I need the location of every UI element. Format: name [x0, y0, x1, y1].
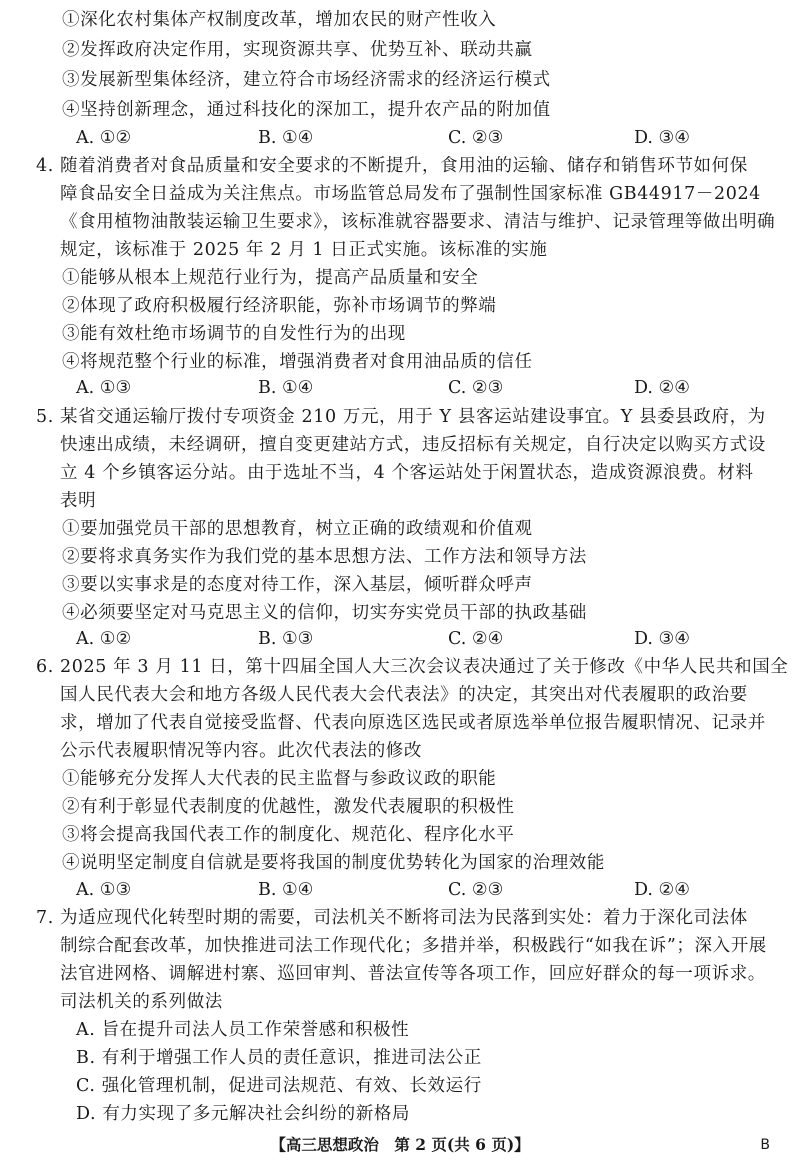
- q5-stem-1: 5. 某省交通运输厅拨付专项资金 210 万元，用于 Y 县客运站建设事宜。Y 县委县政府，为: [36, 407, 766, 427]
- q4-options: [0, 374, 800, 402]
- q6-item-4: ④说明坚定制度自信就是要将我国的制度优势转化为国家的治理效能: [62, 853, 605, 873]
- q7-option-a: A. 旨在提升司法人员工作荣誉感和积极性: [76, 1020, 410, 1040]
- q5-stem-3: 立 4 个乡镇客运分站。由于选址不当，4 个客运站处于闲置状态，造成资源浪费。材料: [60, 463, 754, 483]
- q6-option-d: D. ②④: [634, 880, 690, 900]
- q4-item-3: ③能有效杜绝市场调节的自发性行为的出现: [62, 324, 406, 344]
- q4-stem-3: 《食用植物油散装运输卫生要求》，该标准就容器要求、清洁与维护、记录管理等做出明确: [60, 212, 776, 232]
- q5-option-a: A. ①②: [76, 629, 132, 649]
- q6-options: [0, 876, 800, 904]
- q6-item-3: ③将会提高我国代表工作的制度化、规范化、程序化水平: [62, 825, 515, 845]
- q5-item-1: ①要加强党员干部的思想教育，树立正确的政绩观和价值观: [62, 519, 533, 539]
- q5-options: [0, 625, 800, 653]
- q3-option-d: D. ③④: [634, 128, 690, 148]
- q6-option-c: C. ②③: [448, 880, 504, 900]
- q5-stem-2: 快速出成绩，未经调研，擅自变更建站方式，违反招标有关规定，自行决定以购买方式设: [60, 435, 766, 455]
- q3-item-3: ③发展新型集体经济，建立符合市场经济需求的经济运行模式: [62, 70, 551, 90]
- q4-item-1: ①能够从根本上规范行业行为，提高产品质量和安全: [62, 268, 479, 288]
- q3-item-2: ②发挥政府决定作用，实现资源共享、优势互补、联动共赢: [62, 40, 533, 60]
- q3-option-b: B. ①④: [258, 128, 314, 148]
- q6-option-b: B. ①④: [258, 880, 314, 900]
- q6-stem-2: 国人民代表大会和地方各级人民代表大会代表法》的决定，其突出对代表履职的政治要: [60, 685, 748, 705]
- footer-title: 【高三思想政治 第 2 页(共 6 页)】: [270, 1135, 530, 1154]
- q7-stem-2: 制综合配套改革，加快推进司法工作现代化；多措并举，积极践行“如我在诉”；深入开展: [60, 936, 767, 956]
- q4-item-4: ④将规范整个行业的标准，增强消费者对食用油品质的信任: [62, 352, 533, 372]
- q4-stem-2: 障食品安全日益成为关注焦点。市场监管总局发布了强制性国家标准 GB44917－2024: [60, 184, 761, 204]
- q7-option-c: C. 强化管理机制，促进司法规范、有效、长效运行: [76, 1076, 482, 1096]
- q4-option-c: C. ②③: [448, 378, 504, 398]
- q6-stem-1: 6. 2025 年 3 月 11 日，第十四届全国人大三次会议表决通过了关于修改《中华人民共和国全: [36, 657, 789, 677]
- q6-item-2: ②有利于彰显代表制度的优越性，激发代表履职的积极性: [62, 797, 515, 817]
- q5-option-c: C. ②④: [448, 629, 504, 649]
- q6-stem-4: 公示代表履职情况等内容。此次代表法的修改: [60, 741, 422, 761]
- footer-version: B: [760, 1137, 770, 1153]
- q5-option-d: D. ③④: [634, 629, 690, 649]
- q5-stem-4: 表明: [60, 491, 97, 511]
- q7-stem-1: 7. 为适应现代化转型时期的需要，司法机关不断将司法为民落到实处：着力于深化司法体: [36, 908, 748, 928]
- q3-option-c: C. ②③: [448, 128, 504, 148]
- q3-option-a: A. ①②: [76, 128, 132, 148]
- q6-item-1: ①能够充分发挥人大代表的民主监督与参政议政的职能: [62, 769, 497, 789]
- q4-item-2: ②体现了政府积极履行经济职能，弥补市场调节的弊端: [62, 296, 497, 316]
- q4-option-b: B. ①④: [258, 378, 314, 398]
- q6-stem-3: 求，增加了代表自觉接受监督、代表向原选区选民或者原选举单位报告履职情况、记录并: [60, 713, 766, 733]
- q4-option-d: D. ②④: [634, 378, 690, 398]
- q4-stem-4: 规定，该标准于 2025 年 2 月 1 日正式实施。该标准的实施: [60, 240, 548, 260]
- q5-item-2: ②要将求真务实作为我们党的基本思想方法、工作方法和领导方法: [62, 547, 587, 567]
- q5-item-3: ③要以实事求是的态度对待工作，深入基层，倾听群众呼声: [62, 575, 533, 595]
- q6-option-a: A. ①③: [76, 880, 132, 900]
- q7-stem-3: 法官进网格、调解进村寨、巡回审判、普法宣传等各项工作，回应好群众的每一项诉求。: [60, 964, 766, 984]
- q5-option-b: B. ①③: [258, 629, 314, 649]
- q3-item-1: ①深化农村集体产权制度改革，增加农民的财产性收入: [62, 10, 497, 30]
- q3-item-4: ④坚持创新理念，通过科技化的深加工，提升农产品的附加值: [62, 100, 551, 120]
- q4-stem-1: 4. 随着消费者对食品质量和安全要求的不断提升，食用油的运输、储存和销售环节如何保: [36, 156, 748, 176]
- q7-option-d: D. 有力实现了多元解决社会纠纷的新格局: [76, 1104, 411, 1124]
- q4-option-a: A. ①③: [76, 378, 132, 398]
- page-footer: [0, 1133, 800, 1157]
- q7-option-b: B. 有利于增强工作人员的责任意识，推进司法公正: [76, 1048, 482, 1068]
- q3-options: [0, 124, 800, 152]
- q5-item-4: ④必须要坚定对马克思主义的信仰，切实夯实党员干部的执政基础: [62, 603, 587, 623]
- q7-stem-4: 司法机关的系列做法: [60, 992, 223, 1012]
